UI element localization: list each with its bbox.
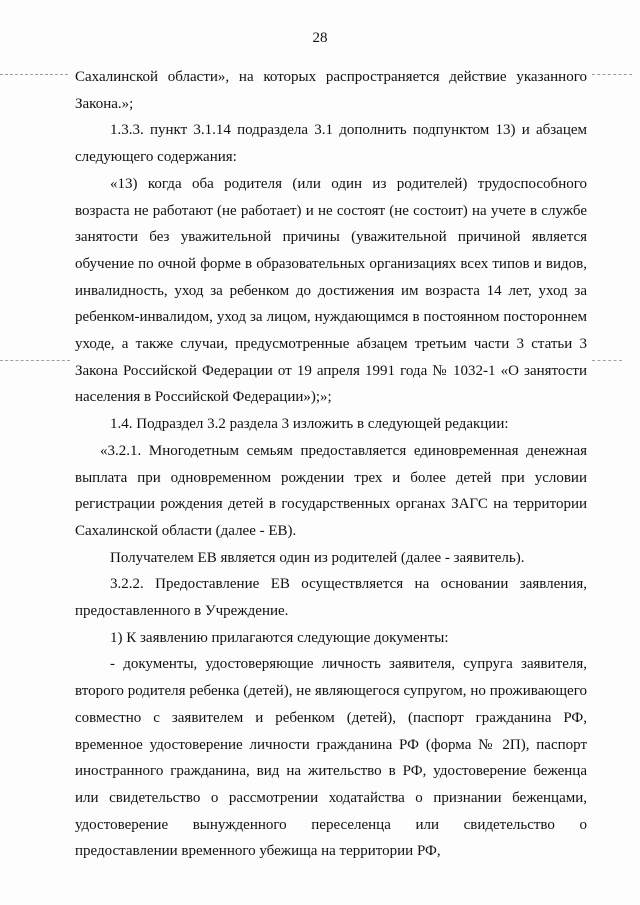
- scan-artifact-top: [0, 74, 68, 75]
- scan-artifact-middle-right: [592, 360, 622, 361]
- scan-artifact-middle: [0, 360, 70, 361]
- paragraph-documents-intro: 1) К заявлению прилагаются следующие документы:: [110, 629, 449, 646]
- paragraph-identity-documents: - документы, удостоверяющие личность заявителя, супруга заявителя, второго родителя ребенка (детей), не являющегося супругом, но проживающего совместно с заявителем и ребенком (детей), (паспорт гражданина РФ, временное удостоверение личности гражданина РФ (форма № 2П), паспорт иностранного гражданина, вид на жительство в РФ, удостоверение беженца или свидетельство о рассмотрении ходатайства о признании беженцами, удостоверение вынужденного переселенца или свидетельство о предоставлении временного убежища на территории РФ,: [75, 656, 587, 860]
- paragraph-1-3-3: 1.3.3. пункт 3.1.14 подраздела 3.1 дополнить подпунктом 13) и абзацем следующего содержания:: [75, 122, 587, 166]
- paragraph-1-4: 1.4. Подраздел 3.2 раздела 3 изложить в следующей редакции:: [110, 416, 509, 433]
- paragraph-subclause-13: «13) когда оба родителя (или один из родителей) трудоспособного возраста не работают (не работает) и не состоят (не состоит) на учете в службе занятости без уважительной причины (уважительной причиной является обучение по очной форме в образовательных организациях всех типов и видов, инвалидность, уход за ребенком до достижения им возраста 14 лет, уход за ребенком-инвалидом, уход за лицом, нуждающимся в постоянном постороннем уходе, а также случаи, предусмотренные абзацем третьим части 3 статьи 3 Закона Российской Федерации от 19 апреля 1991 года № 1032-1 «О занятости населения в Российской Федерации»);»;: [75, 175, 587, 406]
- paragraph-3-2-1: «3.2.1. Многодетным семьям предоставляется единовременная денежная выплата при одновременном рождении трех и более детей при условии регистрации рождения детей в государственных органах ЗАГС на территории Сахалинской области (далее - ЕВ).: [75, 442, 587, 539]
- paragraph-continuation: Сахалинской области», на которых распространяется действие указанного Закона.»;: [75, 69, 587, 112]
- page-number: 28: [312, 30, 328, 46]
- scan-artifact-top-right: [592, 74, 632, 75]
- paragraph-3-2-2: 3.2.2. Предоставление ЕВ осуществляется на основании заявления, предоставленного в Учреждение.: [75, 576, 587, 620]
- document-body: [75, 64, 587, 865]
- paragraph-recipient: Получателем ЕВ является один из родителей (далее - заявитель).: [110, 549, 525, 566]
